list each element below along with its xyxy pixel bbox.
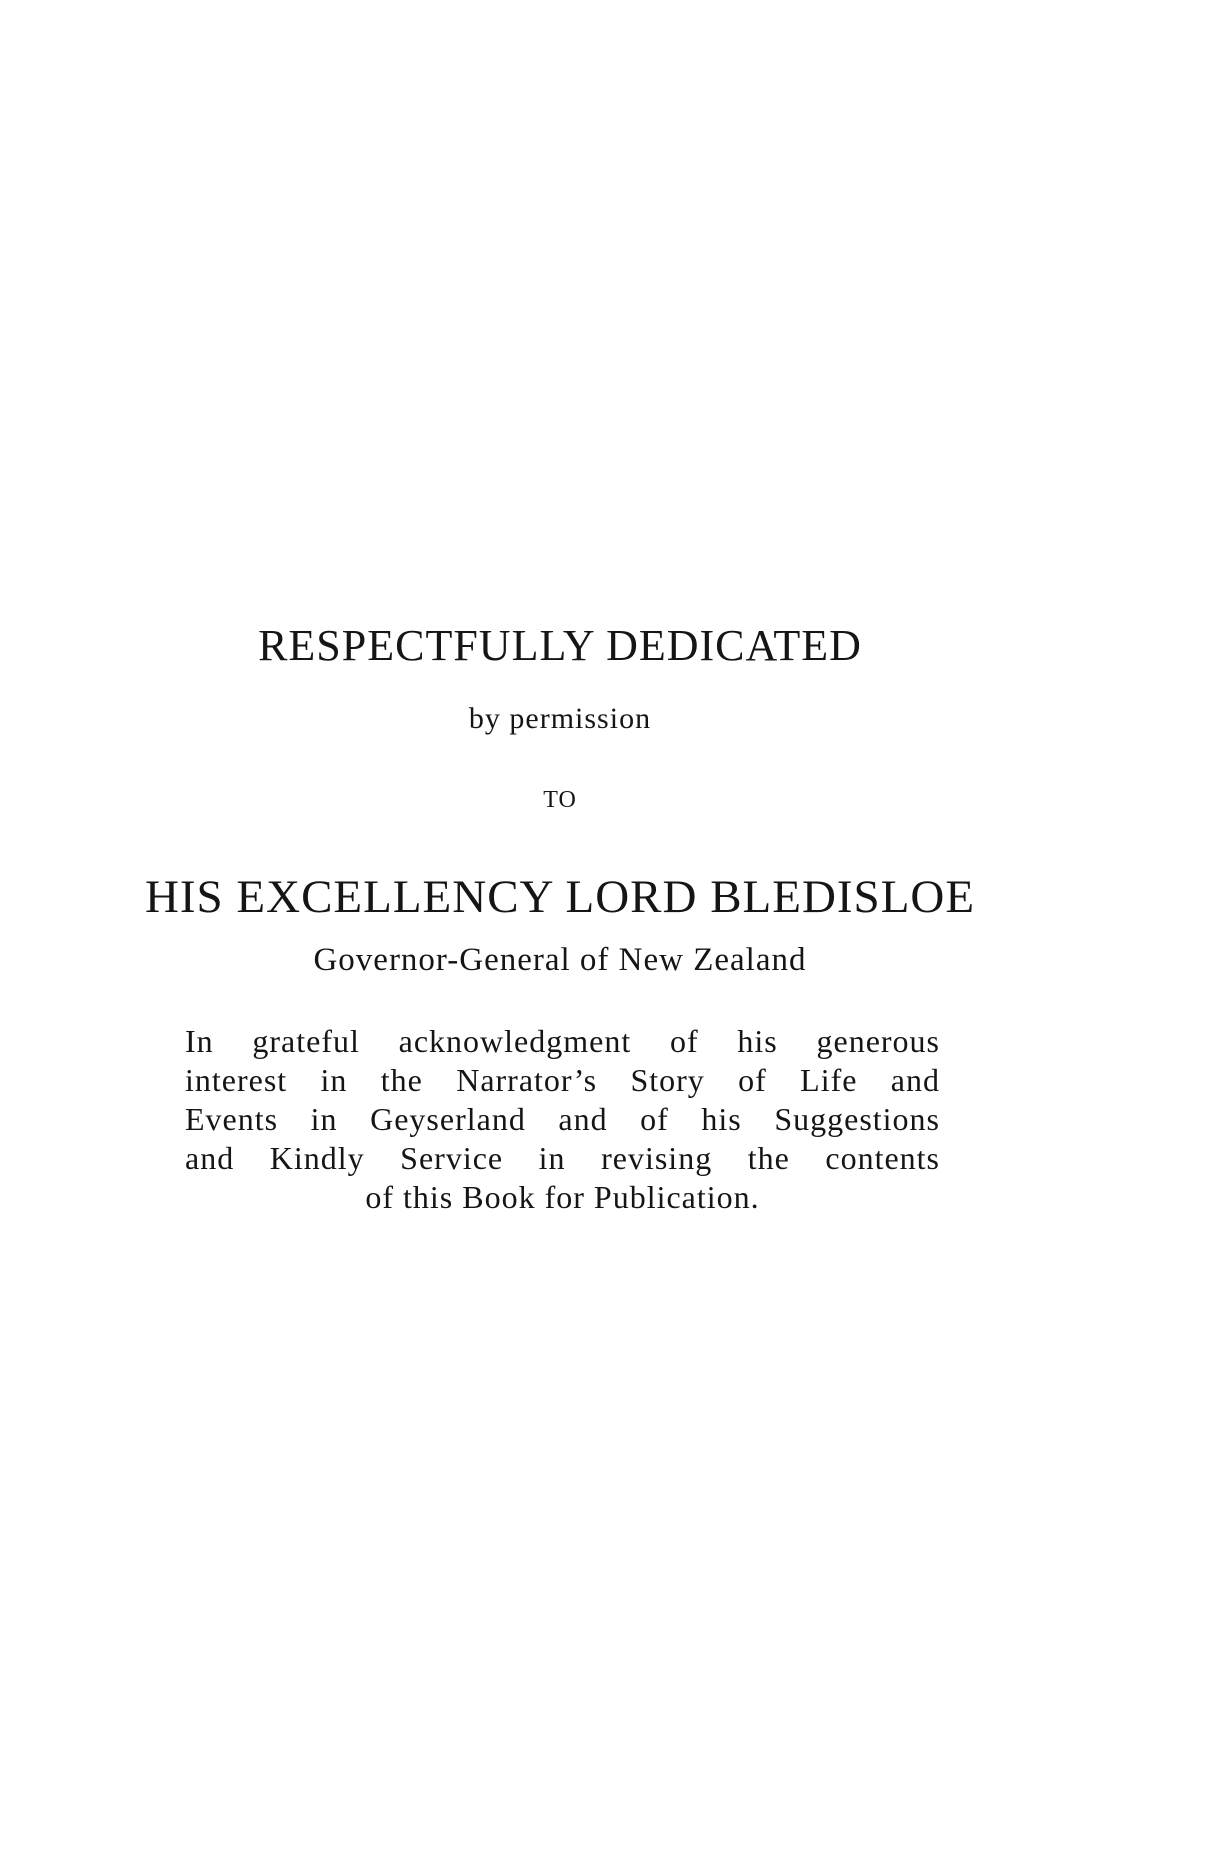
- dedicatee-title: Governor-General of New Zealand: [313, 942, 807, 978]
- to-line: TO: [543, 787, 577, 813]
- paragraph-line: interest in the Narrator’s Story of Life and: [185, 1062, 940, 1098]
- paragraph-line: and Kindly Service in revising the contents: [185, 1140, 940, 1176]
- dedication-paragraph: [185, 1022, 940, 1217]
- by-permission-line: by permission: [468, 702, 652, 735]
- paragraph-line: of this Book for Publication.: [365, 1179, 760, 1215]
- dedicatee-name: HIS EXCELLENCY LORD BLEDISLOE: [144, 871, 976, 923]
- dedication-heading: RESPECTFULLY DEDICATED: [258, 621, 862, 670]
- paragraph-line: In grateful acknowledgment of his generous: [185, 1023, 940, 1059]
- paragraph-line: Events in Geyserland and of his Suggestions: [185, 1101, 940, 1137]
